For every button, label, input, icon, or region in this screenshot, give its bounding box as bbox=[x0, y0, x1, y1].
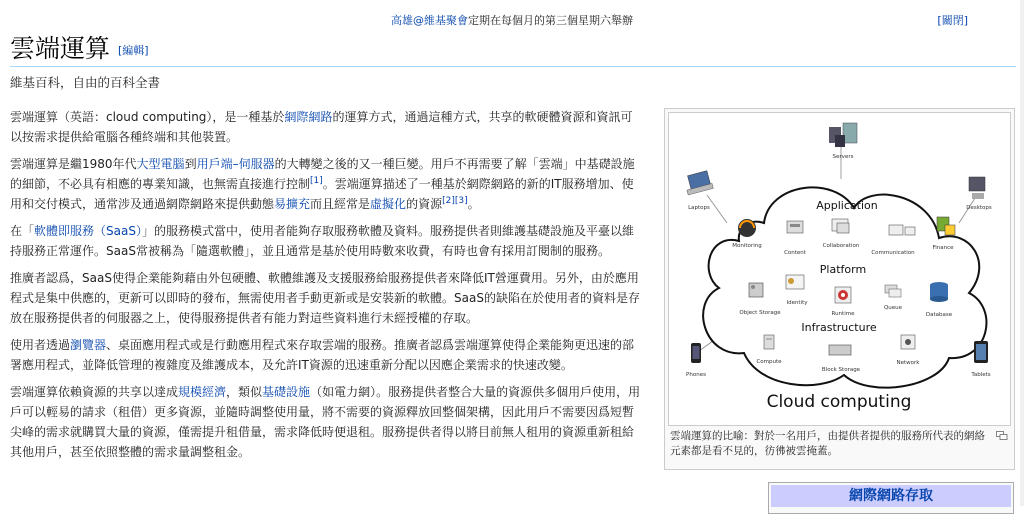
cloud-diagram-svg bbox=[669, 113, 1010, 425]
object-storage-icon bbox=[749, 283, 763, 297]
network-icon bbox=[901, 335, 915, 349]
collaboration-icon bbox=[832, 219, 849, 233]
title-divider bbox=[10, 66, 1016, 67]
page-title bbox=[10, 34, 149, 66]
text: 的資源 bbox=[406, 197, 443, 211]
text: 雲端運算依賴資源的共享以達成 bbox=[10, 385, 179, 399]
link-internet[interactable]: 網際網路 bbox=[284, 110, 333, 124]
network-label: Network bbox=[896, 360, 920, 366]
cloud-computing-diagram[interactable] bbox=[668, 112, 1011, 426]
desktops-label: Desktops bbox=[966, 205, 992, 211]
magnify-icon[interactable] bbox=[996, 431, 1008, 440]
notice-text: 定期在每個月的第三個星期六舉辦 bbox=[468, 14, 633, 27]
page-title-text: 雲端運算 bbox=[10, 34, 111, 63]
text: 在「 bbox=[10, 224, 35, 238]
servers-icon bbox=[829, 123, 857, 147]
database-icon bbox=[930, 282, 948, 302]
infrastructure-label: Infrastructure bbox=[801, 321, 877, 334]
platform-label: Platform bbox=[819, 263, 867, 276]
tablets-label: Tablets bbox=[971, 372, 991, 378]
paragraph-4: 推廣者認爲，SaaS使得企業能夠藉由外包硬體、軟體維護及支援服務給服務提供者來降低IT營運費用。另外，由於應用程式是集中供應的，更新可以即時的發布，無需使用者手動更新或是安裝新的軟體。SaaS的缺陷在於使用者的資料是存放在服務提供者的伺服器之上，使得服務提供者有能力對這些資料進行未經授權的存取。 bbox=[10, 271, 640, 325]
text: 、桌面應用程式或是行動應用程式來存取雲端的服務。推廣者認爲雲端運算使得企業能夠更迅速的部署應用程式，並降低管理的複雜度及維護成本，及允許IT資源的迅速重新分配以因應企業需求的快速改變。 bbox=[10, 338, 635, 372]
ref-2[interactable]: [2] bbox=[442, 196, 455, 206]
text: 」的服務模式當中，使用者能夠存取服務軟體及資料。服務提供者則維護基礎設施及平臺以維持服務正常運作。SaaS常被稱為「隨選軟體」，並且通常是基於使用時數來收費，有時也會有採用訂閱制的服務。 bbox=[10, 224, 634, 258]
block-storage-label: Block Storage bbox=[821, 367, 861, 373]
text: 的大轉變之後的又一種巨變。用戶不再需要了解「雲端」中基礎設施的細節，不必具有相應的專業知識，也無需直接進行控制 bbox=[10, 157, 635, 191]
paragraph-5 bbox=[10, 335, 642, 375]
text: 。雲端運算描述了一種基於網際網路的新的IT服務增加、使用和交付模式，通常涉及通過網際網路來提供動態 bbox=[10, 177, 634, 211]
site-notice bbox=[0, 12, 1024, 30]
text: 雲端運算（英語：cloud computing），是一種基於 bbox=[10, 110, 285, 124]
paragraph-2 bbox=[10, 154, 642, 214]
paragraph-6 bbox=[10, 382, 642, 462]
collaboration-label: Collaboration bbox=[822, 243, 860, 249]
text: 的運算方式，通過這種方式，共享的軟硬體資源和資訊可以按需求提供給電腦各種終端和其他裝置。 bbox=[10, 110, 633, 144]
finance-label: Finance bbox=[932, 245, 954, 251]
cloud-computing-label: Cloud computing bbox=[766, 392, 912, 412]
navbox-title[interactable]: 網際網路存取 bbox=[771, 485, 1011, 507]
paragraph-3 bbox=[10, 221, 642, 261]
phones-label: Phones bbox=[686, 372, 706, 378]
queue-label: Queue bbox=[883, 305, 903, 311]
ref-3[interactable]: [3] bbox=[454, 196, 468, 206]
link-saas[interactable]: 軟體即服務（SaaS） bbox=[34, 224, 142, 238]
content-label: Content bbox=[784, 250, 806, 256]
notice-close-button[interactable]: [關閉] bbox=[937, 14, 968, 27]
tablet-icon bbox=[974, 341, 988, 363]
phone-icon bbox=[691, 343, 701, 363]
monitoring-icon bbox=[738, 219, 756, 237]
article-body bbox=[10, 107, 642, 469]
database-label: Database bbox=[925, 312, 953, 318]
link-browser[interactable]: 瀏覽器 bbox=[70, 338, 107, 352]
text: （如電力網）。服務提供者整合大量的資源供多個用戶使用，用戶可以輕易的請求（租借）更多資源，並隨時調整使用量，將不需要的資源釋放回整個架構，因此用戶不需要因爲短暫尖峰的需求就購買大量的資源，僅需提升租借量，需求降低時便退租。服務提供者得以將目前無人租用的資源重新租給其他用戶，甚至依照整體的需求量調整租金。 bbox=[10, 385, 641, 459]
block-storage-icon bbox=[829, 345, 851, 355]
navbox bbox=[768, 482, 1014, 514]
monitoring-label: Monitoring bbox=[732, 243, 762, 249]
text: 雲端運算是繼1980年代 bbox=[10, 157, 137, 171]
link-infrastructure[interactable]: 基礎設施 bbox=[262, 385, 311, 399]
desktop-icon bbox=[969, 177, 985, 199]
meetup-link[interactable]: 高雄@維基聚會 bbox=[391, 14, 468, 27]
text: ，類似 bbox=[226, 385, 263, 399]
link-mainframe[interactable]: 大型電腦 bbox=[136, 157, 185, 171]
runtime-icon bbox=[835, 287, 851, 303]
runtime-label: Runtime bbox=[831, 311, 855, 317]
figure-thumbnail bbox=[664, 108, 1015, 470]
text: 。 bbox=[467, 197, 480, 211]
link-virtualization[interactable]: 虛擬化 bbox=[370, 197, 407, 211]
identity-label: Identity bbox=[786, 300, 808, 306]
compute-icon bbox=[764, 335, 774, 349]
scrollbar[interactable] bbox=[1020, 0, 1024, 506]
object-storage-label: Object Storage bbox=[739, 310, 781, 316]
text: 使用者透過 bbox=[10, 338, 71, 352]
link-economies-of-scale[interactable]: 規模經濟 bbox=[178, 385, 227, 399]
ref-1[interactable]: [1] bbox=[310, 176, 323, 186]
communication-label: Communication bbox=[871, 250, 915, 256]
text: 而且經常是 bbox=[310, 197, 371, 211]
content-icon bbox=[787, 221, 803, 233]
site-notice-message bbox=[0, 12, 1024, 28]
link-client-server[interactable]: 用戶端–伺服器 bbox=[196, 157, 275, 171]
application-label: Application bbox=[816, 199, 878, 212]
edit-link[interactable]: [編輯] bbox=[118, 43, 149, 57]
servers-label: Servers bbox=[832, 154, 854, 160]
laptops-label: Laptops bbox=[688, 205, 710, 211]
link-scalable[interactable]: 易擴充 bbox=[274, 197, 311, 211]
paragraph-1 bbox=[10, 107, 642, 147]
text: 到 bbox=[184, 157, 197, 171]
laptop-icon bbox=[687, 171, 713, 195]
finance-icon bbox=[937, 217, 955, 235]
figure-caption: 雲端運算的比喻：對於一名用戶，由提供者提供的服務所代表的網絡元素都是看不見的，彷彿被雲掩蓋。 bbox=[670, 430, 985, 457]
site-subtitle: 維基百科，自由的百科全書 bbox=[10, 75, 161, 90]
identity-icon bbox=[786, 275, 804, 289]
compute-label: Compute bbox=[756, 359, 782, 365]
